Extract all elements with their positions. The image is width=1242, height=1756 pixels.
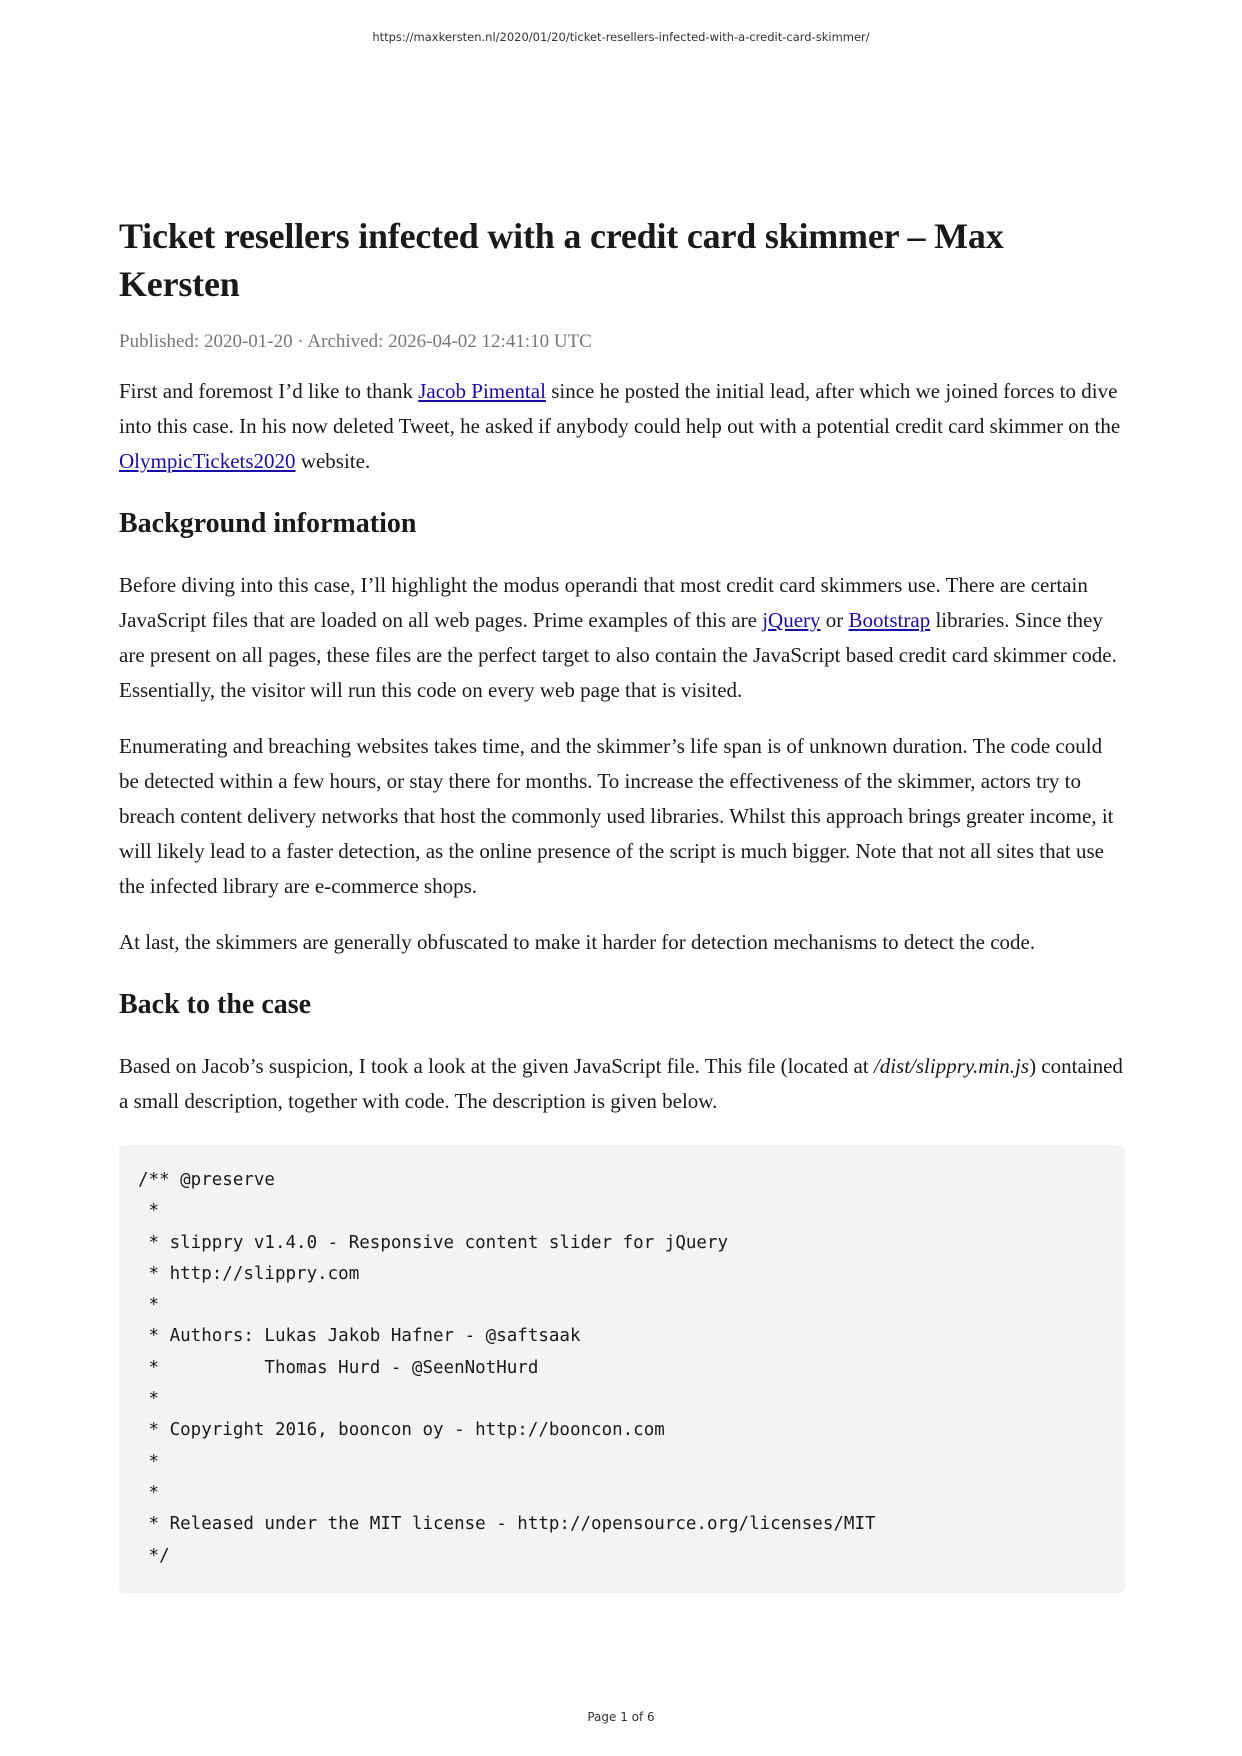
- bootstrap-link[interactable]: Bootstrap: [848, 608, 931, 632]
- background-paragraph-1: Before diving into this case, I’ll highlight the modus operandi that most credit card skimmers use. There are certain JavaScript files that are loaded on all web pages. Prime examples of this are jQuery or Bootstrap libraries. Since they are present on all pages, these files are the perfect target to also contain the JavaScript based credit card skimmer code. Essentially, the visitor will run this code on every web page that is visited.: [119, 573, 1117, 702]
- article: [119, 212, 1125, 1593]
- code-line: *: [138, 1201, 160, 1222]
- code-line: *: [138, 1295, 160, 1316]
- section-heading-background: Background information: [119, 508, 417, 539]
- file-path: /dist/slippry.min.js: [873, 1054, 1030, 1078]
- print-header-url: https://maxkersten.nl/2020/01/20/ticket-resellers-infected-with-a-credit-card-skimmer/: [372, 30, 870, 44]
- code-line: * Released under the MIT license - http://opensource.org/licenses/MIT: [138, 1514, 876, 1535]
- olympictickets2020-link[interactable]: OlympicTickets2020: [119, 449, 296, 473]
- page-title: Ticket resellers infected with a credit card skimmer – Max Kersten: [119, 216, 1004, 304]
- publish-meta: Published: 2020-01-20 · Archived: 2026-04-02 12:41:10 UTC: [119, 331, 592, 352]
- jacob-pimental-link[interactable]: Jacob Pimental: [418, 379, 546, 403]
- code-line: /** @preserve: [138, 1170, 275, 1190]
- code-line: * Authors: Lukas Jakob Hafner - @saftsaak: [138, 1326, 581, 1347]
- code-line: *: [138, 1482, 160, 1503]
- background-paragraph-3: At last, the skimmers are generally obfuscated to make it harder for detection mechanisms to detect the code.: [119, 930, 1036, 954]
- page-number: Page 1 of 6: [587, 1710, 655, 1724]
- code-block[interactable]: [119, 1145, 1125, 1593]
- code-line: *: [138, 1451, 160, 1472]
- code-line: */: [138, 1545, 170, 1566]
- code-line: *: [138, 1389, 160, 1410]
- section-heading-back-to-case: Back to the case: [119, 989, 312, 1020]
- case-paragraph-1: Based on Jacob’s suspicion, I took a look at the given JavaScript file. This file (located at /dist/slippry.min.js) contained a small description, together with code. The description is given below.: [119, 1054, 1123, 1113]
- code-line: * slippry v1.4.0 - Responsive content slider for jQuery: [138, 1232, 729, 1253]
- background-paragraph-2: Enumerating and breaching websites takes time, and the skimmer’s life span is of unknown duration. The code could be detected within a few hours, or stay there for months. To increase the effectiveness of the skimmer, actors try to breach content delivery networks that host the commonly used libraries. Whilst this approach brings greater income, it will likely lead to a faster detection, as the online presence of the script is much bigger. Note that not all sites that use the infected library are e-commerce shops.: [119, 734, 1114, 898]
- code-line: * Thomas Hurd - @SeenNotHurd: [138, 1357, 539, 1378]
- jquery-link[interactable]: jQuery: [762, 608, 821, 632]
- intro-paragraph: First and foremost I’d like to thank Jacob Pimental since he posted the initial lead, after which we joined forces to dive into this case. In his now deleted Tweet, he asked if anybody could help out with a potential credit card skimmer on the OlympicTickets2020 website.: [119, 379, 1121, 473]
- code-line: * Copyright 2016, booncon oy - http://booncon.com: [138, 1420, 665, 1441]
- code-line: * http://slippry.com: [138, 1263, 360, 1284]
